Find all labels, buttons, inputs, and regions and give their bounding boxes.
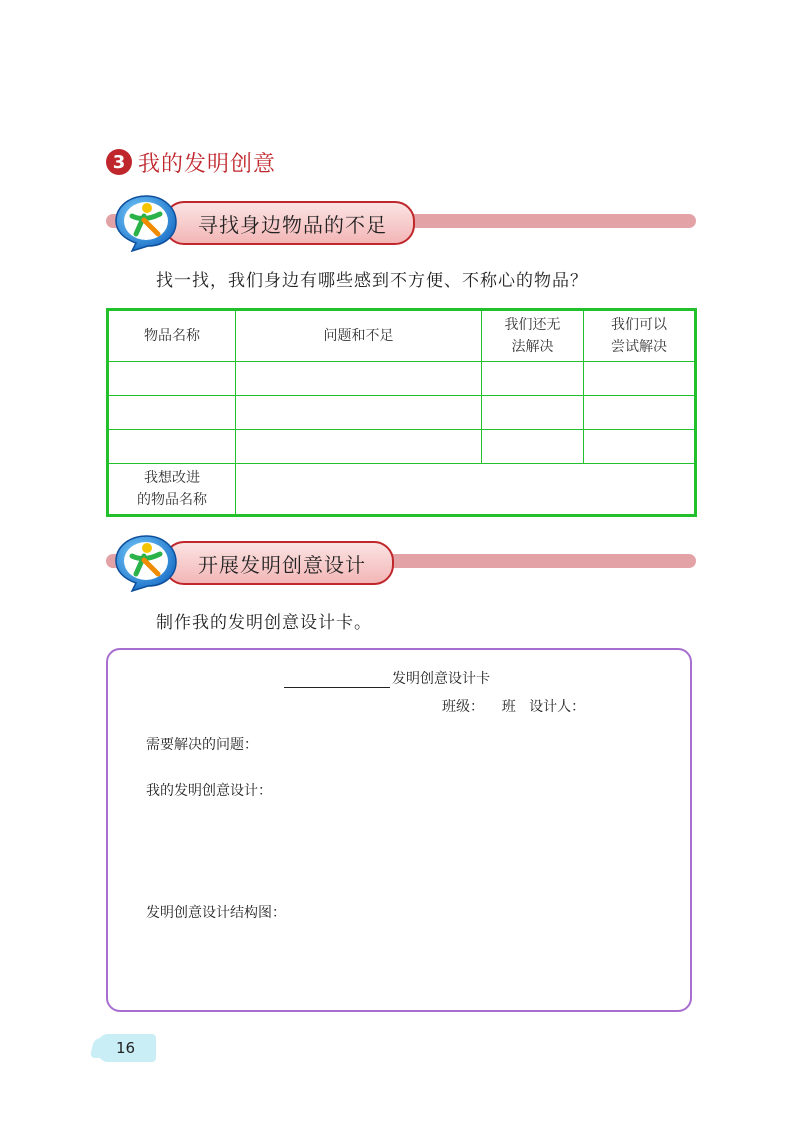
card-field-problem: 需要解决的问题： [146,737,258,753]
table-row [108,362,696,396]
card-title-row [284,668,490,688]
design-card [106,648,692,1012]
banner-label: 开展发明创意设计 [198,552,366,577]
prompt-design: 制作我的发明创意设计卡。 [156,613,372,633]
card-title-blank[interactable] [284,669,390,688]
card-meta: 班级： 班 设计人： [442,699,586,715]
prompt-find: 找一找，我们身边有哪些感到不方便、不称心的物品？ [156,271,588,291]
section-number-badge: 3 [106,149,132,175]
section-title: 我的发明创意 [138,151,277,177]
banner-label: 寻找身边物品的不足 [198,212,387,237]
banner-pill [164,201,415,245]
shortcomings-table [106,308,697,517]
page-number: 16 [116,1039,136,1057]
page-number-tab [98,1034,156,1062]
header-problems: 问题和不足 [236,310,482,362]
footer-input-cell[interactable] [236,464,696,516]
card-field-design: 我的发明创意设计： [146,783,272,799]
table-row [108,396,696,430]
banner-design [106,536,696,590]
header-cannot-solve: 我们还无 法解决 [482,310,584,362]
mascot-icon [114,534,178,592]
header-item-name: 物品名称 [108,310,236,362]
table-header-row [108,310,696,362]
card-title: 发明创意设计卡 [392,671,490,687]
card-field-structure: 发明创意设计结构图： [146,905,286,921]
table-row [108,430,696,464]
footer-label: 我想改进 的物品名称 [108,464,236,516]
header-can-try: 我们可以 尝试解决 [584,310,696,362]
mascot-icon [114,194,178,252]
banner-find-shortcomings [106,196,696,250]
table-footer-row [108,464,696,516]
banner-pill [164,541,394,585]
section-heading [106,146,276,178]
